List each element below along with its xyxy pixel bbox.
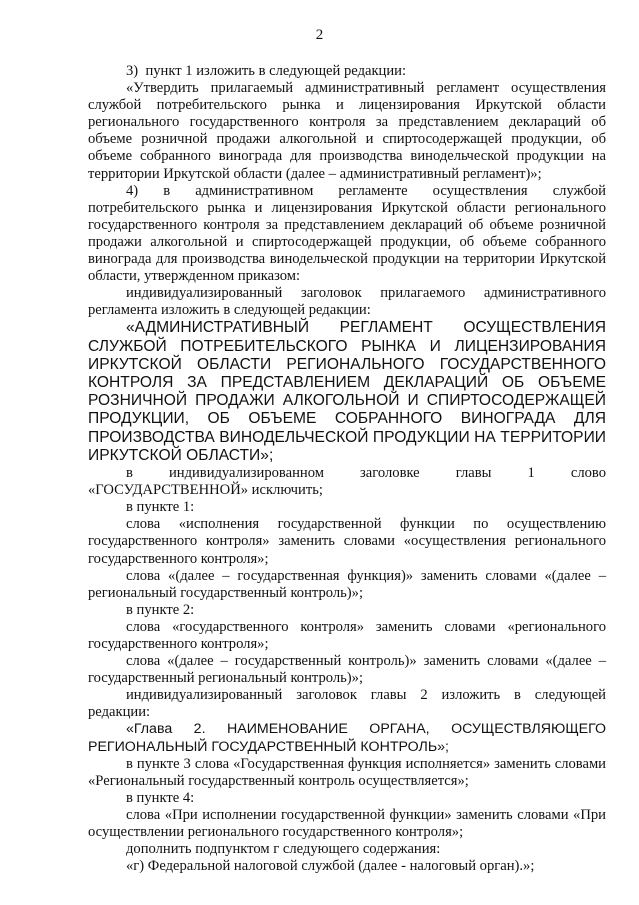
paragraph-point2-replace2: слова «(далее – государственный контроль)» заменить словами «(далее – государственный региональный контроль)»; [88,653,606,687]
paragraph-point1-replace2: слова «(далее – государственная функция)» заменить словами «(далее – региональный государственный контроль)»; [88,567,606,601]
paragraph-item-3: 3) пункт 1 изложить в следующей редакции: [126,63,407,79]
paragraph-point2: в пункте 2: [126,601,195,618]
paragraph-chapter2-title: «Глава 2. НАИМЕНОВАНИЕ ОРГАНА, ОСУЩЕСТВЛЯЮЩЕГО РЕГИОНАЛЬНЫЙ ГОСУДАРСТВЕННЫЙ КОНТРОЛЬ»; [88,721,606,755]
paragraph-header-instruction: индивидуализированный заголовок прилагаемого административного регламента изложить в следующей редакции: [88,285,606,319]
paragraph-point4: в пункте 4: [126,790,195,807]
page-number: 2 [315,27,324,43]
paragraph-subpoint-g: «г) Федеральной налоговой службой (далее - налоговый орган).»; [126,858,535,875]
paragraph-add-subpoint: дополнить подпунктом г следующего содержания: [126,841,441,858]
paragraph-point1: в пункте 1: [126,499,195,516]
paragraph-point3-replace: в пункте 3 слова «Государственная функция исполняется» заменить словами «Региональный государственный контроль осуществляется»; [88,755,606,789]
paragraph-quoted-resolution: «Утвердить прилагаемый административный регламент осуществления службой потребительского рынка и лицензирования Иркутской области регионального государственного контроля за представлением деклараций об объеме розничной продажи алкогольной и спиртосодержащей продукции, об объеме собранного винограда для производства винодельческой продукции на территории Иркутской области (далее – административный регламент)»; [88,80,606,182]
paragraph-chapter1-edit: в индивидуализированном заголовке главы 1 слово «ГОСУДАРСТВЕННОЙ» исключить; [88,465,606,499]
paragraph-point2-replace1: слова «государственного контроля» заменить словами «регионального государственного контроля»; [88,618,606,652]
paragraph-item-4: 4) в административном регламенте осуществления службой потребительского рынка и лицензирования Иркутской области регионального государственного контроля за представлением деклараций об объеме розничной продажи алкогольной и спиртосодержащей продукции, об объеме собранного винограда для производства винодельческой продукции на территории Иркутской области, утвержденном приказом: [88,182,606,285]
paragraph-point4-replace: слова «При исполнении государственной функции» заменить словами «При осуществлении регионального государственного контроля»; [88,807,606,841]
document-body [88,63,606,876]
paragraph-chapter2-instruction: индивидуализированный заголовок главы 2 изложить в следующей редакции: [88,687,606,721]
paragraph-regulation-title: «АДМИНИСТРАТИВНЫЙ РЕГЛАМЕНТ ОСУЩЕСТВЛЕНИЯ СЛУЖБОЙ ПОТРЕБИТЕЛЬСКОГО РЫНКА И ЛИЦЕНЗИРОВАНИЯ ИРКУТСКОЙ ОБЛАСТИ РЕГИОНАЛЬНОГО ГОСУДАРСТВЕННОГО КОНТРОЛЯ ЗА ПРЕДСТАВЛЕНИЕМ ДЕКЛАРАЦИЙ ОБ ОБЪЕМЕ РОЗНИЧНОЙ ПРОДАЖИ АЛКОГОЛЬНОЙ И СПИРТОСОДЕРЖАЩЕЙ ПРОДУКЦИИ, ОБ ОБЪЕМЕ СОБРАННОГО ВИНОГРАДА ДЛЯ ПРОИЗВОДСТВА ВИНОДЕЛЬЧЕСКОЙ ПРОДУКЦИИ НА ТЕРРИТОРИИ ИРКУТСКОЙ ОБЛАСТИ»; [88,319,606,464]
paragraph-point1-replace1: слова «исполнения государственной функции по осуществлению государственного контроля» заменить словами «осуществления регионального государственного контроля»; [88,516,606,567]
